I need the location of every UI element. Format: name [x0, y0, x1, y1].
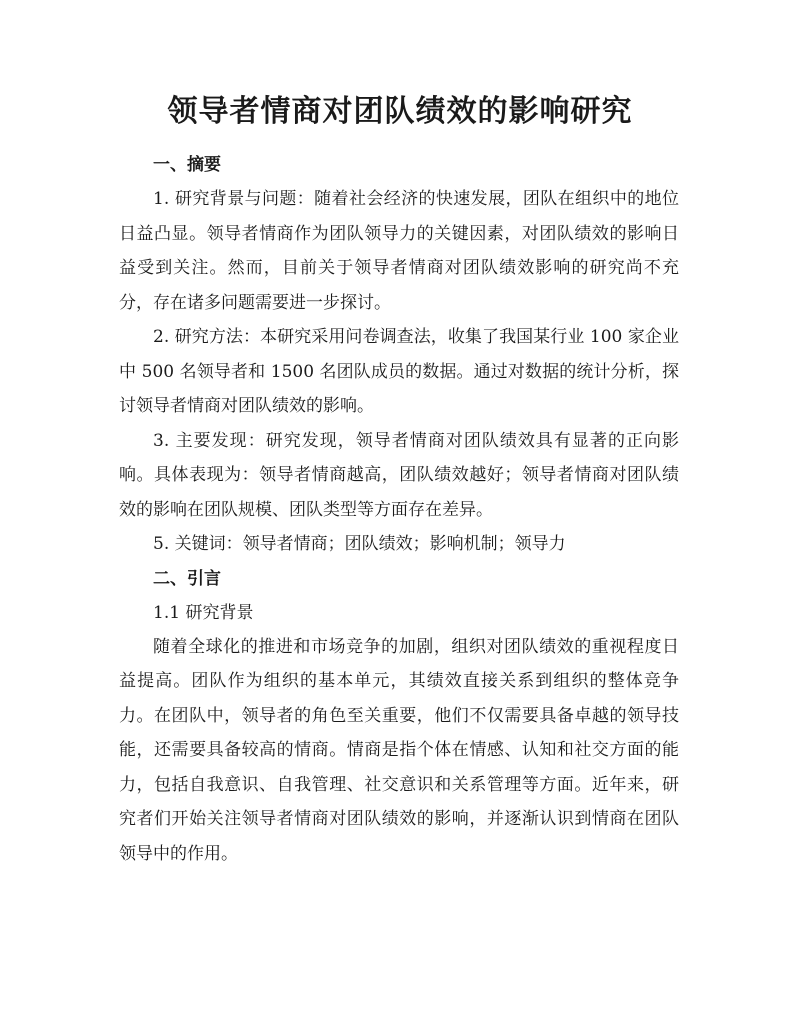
subsection-heading-background: 1.1 研究背景: [153, 602, 254, 623]
document-title: 领导者情商对团队绩效的影响研究: [167, 94, 633, 129]
abstract-method: 2. 研究方法：本研究采用问卷调查法，收集了我国某行业 100 家企业中 500 名领导者和 1500 名团队成员的数据。通过对数据的统计分析，探讨领导者情商对团队绩效的影响。: [119, 327, 679, 416]
abstract-findings: 3. 主要发现：研究发现，领导者情商对团队绩效具有显著的正向影响。具体表现为：领导者情商越高，团队绩效越好；领导者情商对团队绩效的影响在团队规模、团队类型等方面存在差异。: [119, 430, 679, 520]
abstract-keywords: 5. 关键词：领导者情商；团队绩效；影响机制；领导力: [153, 534, 566, 554]
abstract-background: 1. 研究背景与问题：随着社会经济的快速发展，团队在组织中的地位日益凸显。领导者情商作为团队领导力的关键因素，对团队绩效的影响日益受到关注。然而，目前关于领导者情商对团队绩效影响的研究尚不充分，存在诸多问题需要进一步探讨。: [119, 189, 679, 313]
section-heading-abstract: 一、摘要: [153, 155, 221, 175]
introduction-paragraph: 随着全球化的推进和市场竞争的加剧，组织对团队绩效的重视程度日益提高。团队作为组织的基本单元，其绩效直接关系到组织的整体竞争力。在团队中，领导者的角色至关重要，他们不仅需要具备卓越的领导技能，还需要具备较高的情商。情商是指个体在情感、认知和社交方面的能力，包括自我意识、自我管理、社交意识和关系管理等方面。近年来，研究者们开始关注领导者情商对团队绩效的影响，并逐渐认识到情商在团队领导中的作用。: [119, 636, 679, 864]
document-body: [119, 148, 679, 871]
section-heading-introduction: 二、引言: [153, 568, 221, 589]
